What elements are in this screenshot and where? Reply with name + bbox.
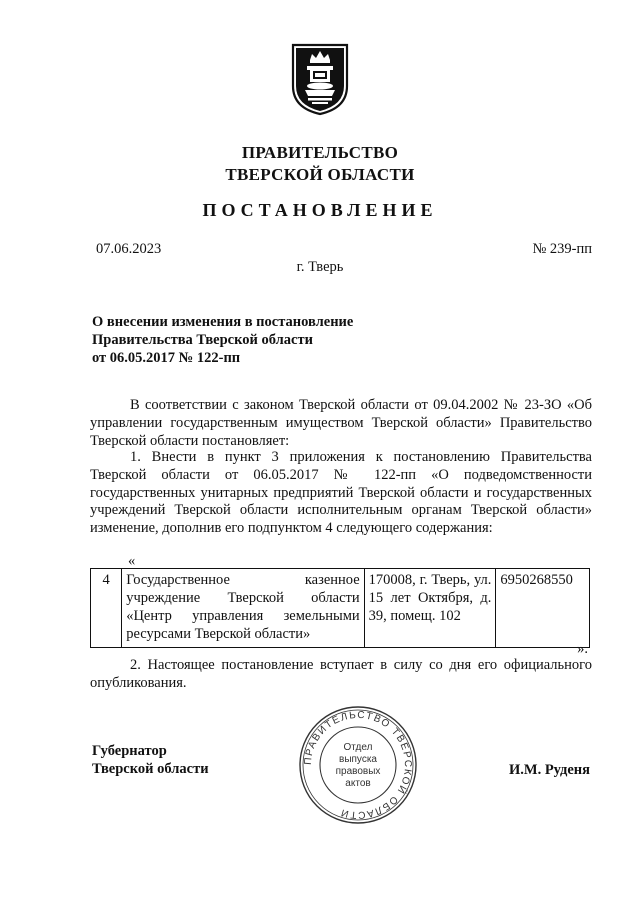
item-1-text: 1. Внести в пункт 3 приложения к постановлению Правительства Тверской области от 06.05.2017 № 122-пп «О подведомственности государственных унитарных предприятий Тверской области и государственных учреждений Тверской области исполнительным органам Тверской области» изменение, дополнив его подпунктом 4 следующего содержания: (90, 449, 592, 537)
document-type: ПОСТАНОВЛЕНИЕ (202, 200, 438, 220)
institution-address: 170008, г. Тверь, ул. 15 лет Октября, д. 39, помещ. 102 (364, 569, 496, 648)
intro-text: В соответствии с законом Тверской области от 09.04.2002 № 23-ЗО «Об управлении государственным имуществом Тверской области» Правительство Тверской области постановляет: (90, 397, 592, 449)
government-name (0, 142, 640, 186)
quote-close: ». (577, 641, 588, 657)
stamp-center-line1: Отдел (343, 742, 373, 753)
table-row (91, 569, 590, 648)
signatory-title (92, 742, 209, 778)
intro-paragraph (90, 397, 592, 450)
item-2-text: 2. Настоящее постановление вступает в силу со дня его официального опубликования. (90, 657, 592, 691)
subject-line3: от 06.05.2017 № 122-пп (92, 350, 241, 366)
document-number: № 239-пп (532, 241, 592, 257)
official-stamp (296, 703, 420, 827)
stamp-ring-text: ПРАВИТЕЛЬСТВО ТВЕРСКОЙ ОБЛАСТИ (302, 709, 414, 821)
stamp-center-line3: правовых (335, 766, 381, 777)
document-date: 07.06.2023 (96, 241, 162, 257)
subject-line1: О внесении изменения в постановление (92, 314, 354, 330)
subject-line2: Правительства Тверской области (92, 332, 313, 348)
signatory-title-line1: Губернатор (92, 743, 167, 759)
row-number: 4 (91, 569, 122, 648)
document-subject (92, 313, 353, 367)
document-city: г. Тверь (296, 259, 344, 275)
signatory-name: И.М. Руденя (508, 762, 590, 778)
stamp-center-line4: актов (345, 778, 371, 789)
institution-inn: 6950268550 (496, 569, 590, 648)
item-2-paragraph (90, 657, 592, 693)
institution-table (90, 568, 590, 648)
government-name-line1: ПРАВИТЕЛЬСТВО (241, 143, 399, 162)
stamp-center-line2: выпуска (339, 754, 377, 765)
quote-open: « (128, 553, 136, 569)
item-1-paragraph (90, 449, 592, 538)
signatory-title-line2: Тверской области (92, 761, 209, 777)
institution-name: Государственное казенное учреждение Тверской области «Центр управления земельными ресурсами Тверской области» (122, 569, 364, 648)
government-name-line2: ТВЕРСКОЙ ОБЛАСТИ (225, 165, 415, 184)
tver-coat-of-arms-icon (290, 42, 350, 116)
